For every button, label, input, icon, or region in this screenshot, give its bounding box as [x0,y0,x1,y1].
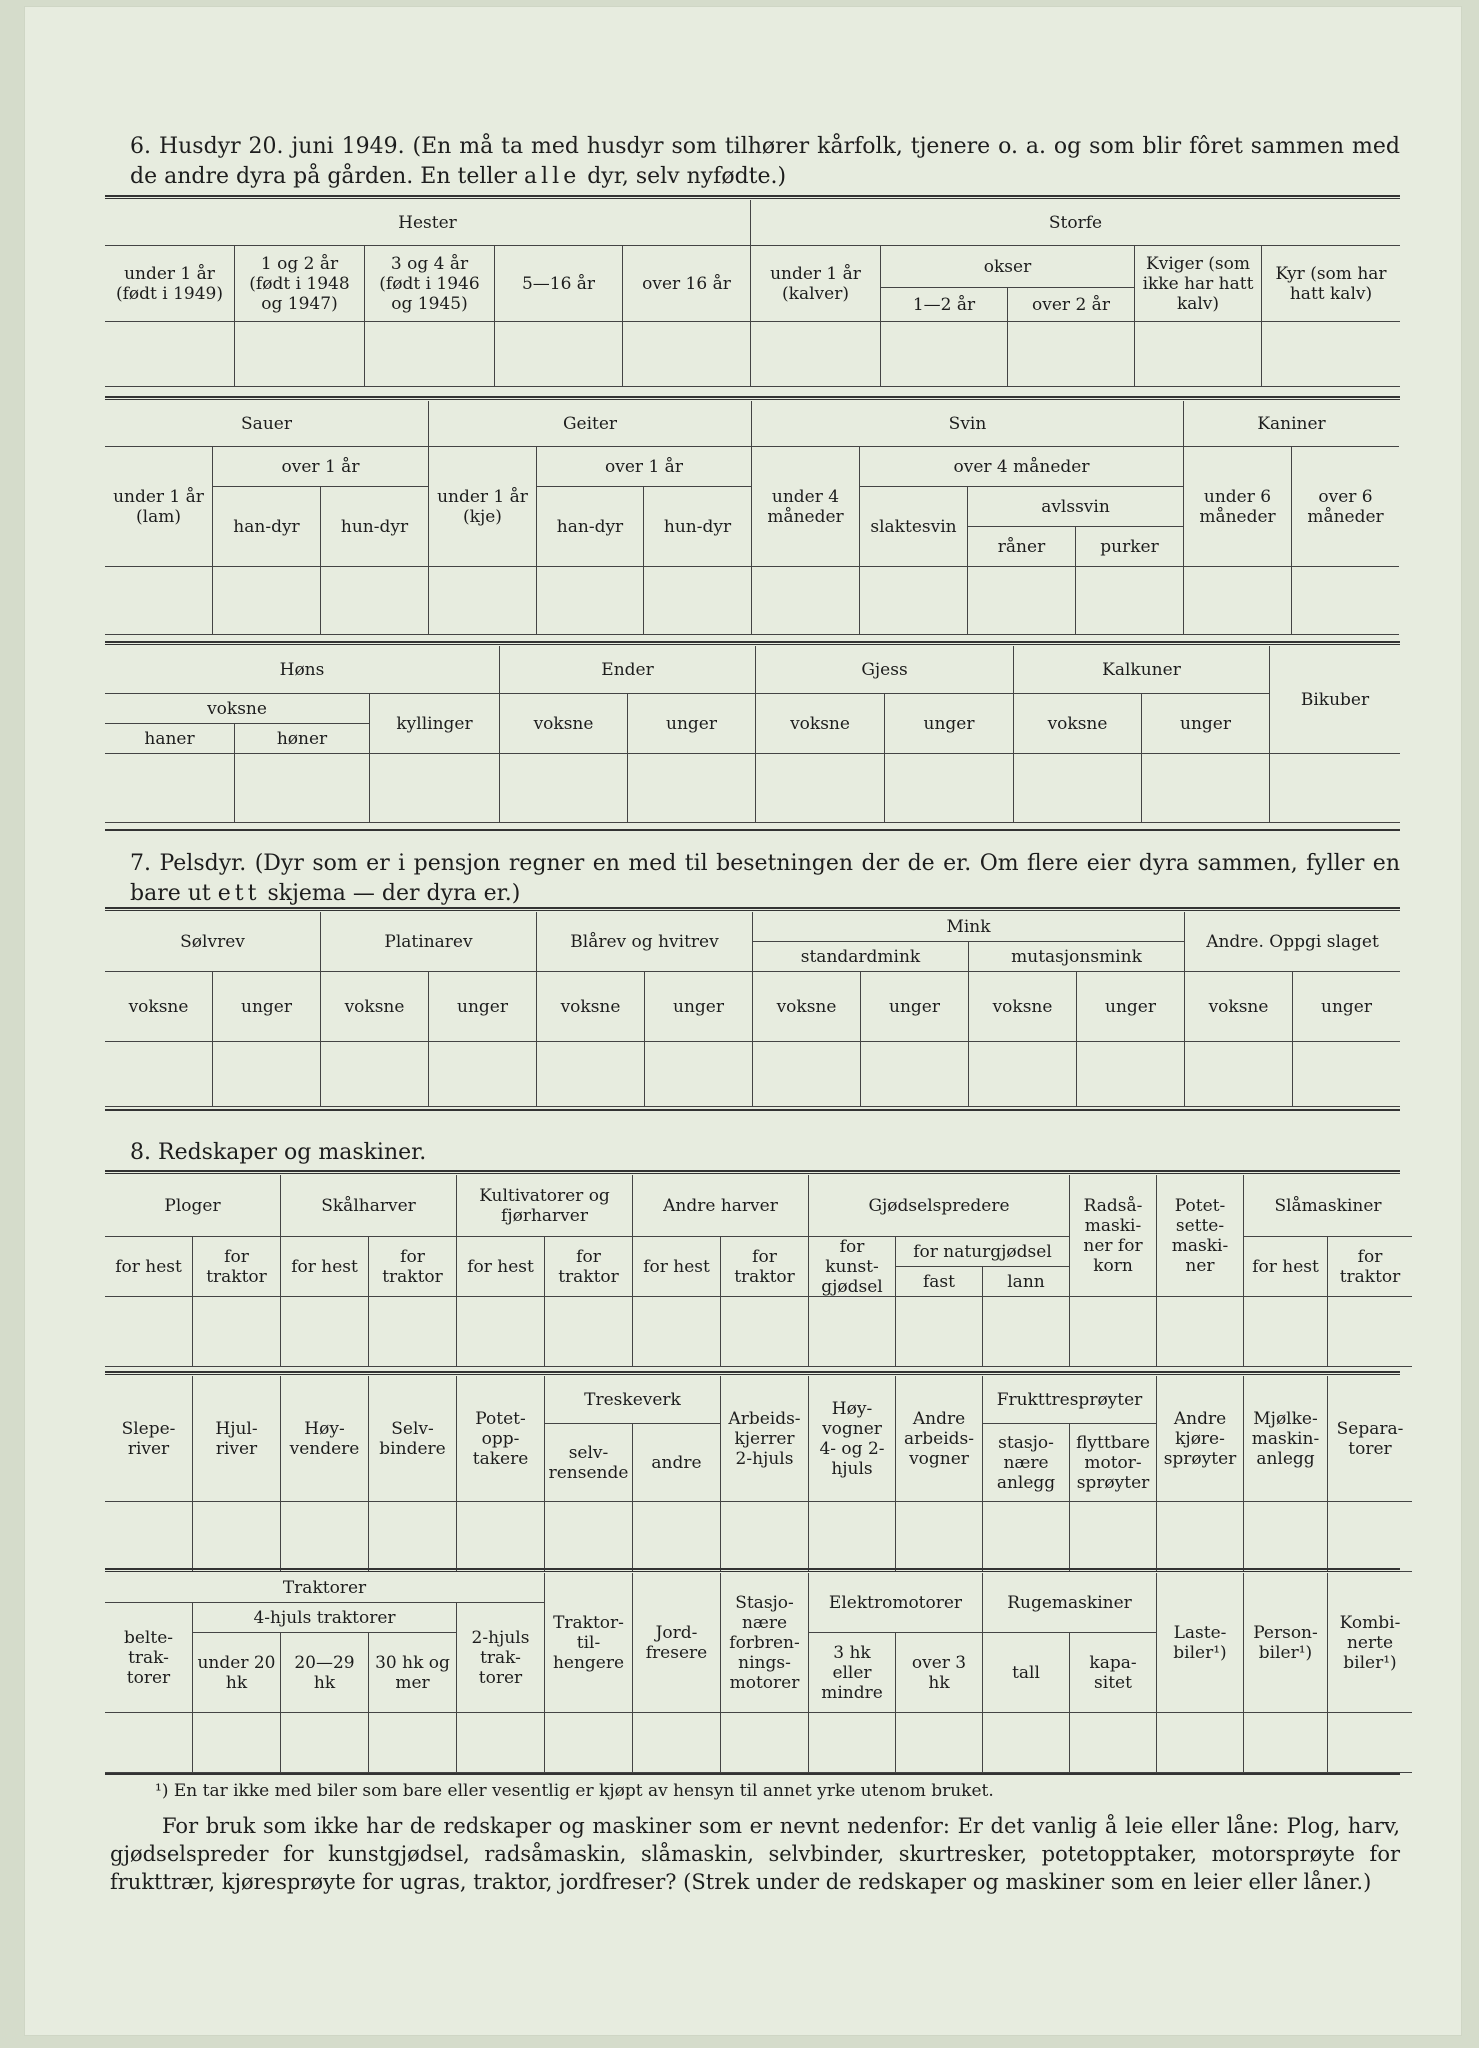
col-geit-over1: over 1 år [537,447,752,487]
col-tall: tall [983,1633,1070,1713]
entry-cell[interactable] [321,1042,429,1107]
col-kalkun-voksne: voksne [1014,694,1142,754]
entry-cell[interactable] [457,1502,545,1572]
col-2-hjuls: 2-hjuls trak-torer [457,1603,545,1713]
col-beltetraktorer: belte-trak-torer [105,1603,193,1713]
entry-cell[interactable] [751,322,881,387]
rule [105,195,1400,199]
entry-cell[interactable] [235,754,370,823]
col-andre-kjoresproyter: Andre kjøre-sprøyter [1157,1376,1244,1502]
col-kapasitet: kapa-sitet [1070,1633,1157,1713]
col-andre-arbeidsvogner: Andre arbeids-vogner [896,1376,983,1502]
rule [105,1371,1400,1375]
rule [105,1568,1400,1572]
rule [105,1170,1400,1174]
entry-cell[interactable] [983,1297,1070,1367]
header-kalkuner: Kalkuner [1014,646,1270,694]
entry-cell[interactable] [896,1502,983,1572]
fur-animals-table [105,912,1400,1107]
col-for-hest: for hest [633,1237,721,1297]
col-for-hest: for hest [281,1237,369,1297]
col-for-traktor: for traktor [721,1237,809,1297]
entry-cell[interactable] [105,1713,193,1773]
entry-cell[interactable] [537,567,644,635]
header-slamaskiner: Slåmaskiner [1244,1175,1412,1237]
header-storfe: Storfe [751,200,1400,246]
col-hjulriver: Hjul-river [193,1376,281,1502]
entry-cell[interactable] [644,567,752,635]
entry-cell[interactable] [193,1713,281,1773]
section-7-heading [130,849,1400,909]
poultry-table [105,646,1400,823]
col-unger: unger [645,972,753,1042]
col-okser: okser [881,246,1135,288]
header-solvrev: Sølvrev [105,912,321,972]
equipment-table-2 [105,1376,1404,1572]
header-treskeverk: Treskeverk [545,1376,721,1424]
entry-cell[interactable] [1076,567,1184,635]
entry-cell[interactable] [105,322,235,387]
col-hester-3-4: 3 og 4 år (født i 1946 og 1945) [365,246,495,322]
col-unger: unger [1293,972,1400,1042]
header-andre-harver: Andre harver [633,1175,809,1237]
col-geit-han: han-dyr [537,487,644,567]
col-honer: høner [235,724,370,754]
entry-cell[interactable] [1008,322,1135,387]
entry-cell[interactable] [983,1502,1070,1572]
entry-cell[interactable] [885,754,1014,823]
col-geit-hun: hun-dyr [644,487,752,567]
col-potetsettemaskiner: Potet-sette-maski-ner [1157,1175,1244,1297]
entry-cell[interactable] [969,1042,1077,1107]
header-gjodselspredere: Gjødselspredere [809,1175,1070,1237]
header-svin: Svin [752,401,1184,447]
col-for-traktor: for traktor [545,1237,633,1297]
col-for-naturgjodsel: for naturgjødsel [896,1237,1070,1267]
entry-cell[interactable] [1014,754,1142,823]
entry-cell[interactable] [1244,1713,1328,1773]
col-gjess-unger: unger [885,694,1014,754]
entry-cell[interactable] [860,567,968,635]
entry-cell[interactable] [1185,1042,1293,1107]
heading-text: Husdyr 20. juni 1949. (En må ta med husdyr som tilhører kårfolk, tjenere o. a. og som blir fôret sammen med de andre dyra på gården. En teller [130,134,1400,189]
col-hons-voksne: voksne [105,694,370,724]
entry-cell[interactable] [983,1713,1070,1773]
col-for-kunstgjodsel: for kunst-gjødsel [809,1237,896,1297]
entry-cell[interactable] [721,1297,809,1367]
col-hester-over16: over 16 år [623,246,751,322]
col-potetopptakere: Potet-opp-takere [457,1376,545,1502]
col-svin-under4: under 4 måneder [752,447,860,567]
entry-cell[interactable] [721,1713,809,1773]
rule [105,829,1400,831]
header-ender: Ender [500,646,756,694]
col-hoyvendere: Høy-vendere [281,1376,369,1502]
entry-cell[interactable] [545,1713,633,1773]
entry-cell[interactable] [105,754,235,823]
entry-cell[interactable] [495,322,623,387]
entry-cell[interactable] [1328,1502,1412,1572]
col-kombinerte-biler: Kombi-nerte biler¹) [1328,1573,1412,1713]
entry-cell[interactable] [537,1042,645,1107]
header-platinarev: Platinarev [321,912,537,972]
entry-cell[interactable] [809,1297,896,1367]
entry-cell[interactable] [429,567,537,635]
entry-cell[interactable] [1292,567,1399,635]
header-mutasjonsmink: mutasjonsmink [969,942,1185,972]
col-lastebiler: Laste-biler¹) [1157,1573,1244,1713]
entry-cell[interactable] [105,567,213,635]
entry-cell[interactable] [861,1042,969,1107]
entry-cell[interactable] [1077,1042,1185,1107]
heading-tail: dyr, selv nyfødte.) [587,164,787,189]
entry-cell[interactable] [1328,1713,1412,1773]
col-jordfresere: Jord-fresere [633,1573,721,1713]
equipment-table-3 [105,1573,1400,1773]
heading-text: Redskaper og maskiner. [158,1140,427,1165]
entry-cell[interactable] [1157,1713,1244,1773]
col-geit-kje: under 1 år (kje) [429,447,537,567]
entry-cell[interactable] [105,1042,213,1107]
col-over-3hk: over 3 hk [896,1633,983,1713]
col-hester-under1: under 1 år (født i 1949) [105,246,235,322]
col-selvrensende: selv-rensende [545,1424,633,1502]
col-ender-voksne: voksne [500,694,628,754]
entry-cell[interactable] [213,1042,321,1107]
col-for-hest: for hest [105,1237,193,1297]
col-forbrenningsmotorer: Stasjo-nære forbren-nings-motorer [721,1573,809,1713]
header-hester: Hester [105,200,751,246]
entry-cell[interactable] [756,754,885,823]
col-sau-lam: under 1 år (lam) [105,447,213,567]
entry-cell[interactable] [633,1502,721,1572]
col-flyttbare-motorsproyter: flyttbare motor-sprøyter [1070,1424,1157,1502]
section-6-heading [130,132,1400,192]
entry-cell[interactable] [1244,1297,1328,1367]
entry-cell[interactable] [623,322,751,387]
entry-cell[interactable] [1157,1502,1244,1572]
col-unger: unger [429,972,537,1042]
entry-cell[interactable] [193,1502,281,1572]
footnote: ¹) En tar ikke med biler som bare eller vesentlig er kjøpt av hensyn til annet yrke utenom bruket. [155,1781,994,1801]
entry-cell[interactable] [1270,754,1400,823]
col-kanin-under6: under 6 måneder [1184,447,1292,567]
col-slaktesvin: slaktesvin [860,487,968,567]
col-voksne: voksne [537,972,645,1042]
livestock-table-sheep-pigs [105,401,1400,635]
section-number: 6. [130,134,151,159]
entry-cell[interactable] [369,1502,457,1572]
col-voksne: voksne [105,972,213,1042]
col-3hk-eller-mindre: 3 hk eller mindre [809,1633,896,1713]
col-unger: unger [861,972,969,1042]
section-number: 7. [130,851,151,876]
col-fast: fast [896,1267,983,1297]
col-sau-over1: over 1 år [213,447,429,487]
entry-cell[interactable] [1262,322,1400,387]
header-traktorer: Traktorer [105,1573,545,1603]
entry-cell[interactable] [1070,1297,1157,1367]
entry-cell[interactable] [369,1297,457,1367]
col-okser-over2: over 2 år [1008,288,1135,322]
entry-cell[interactable] [105,1502,193,1572]
entry-cell[interactable] [1142,754,1270,823]
entry-cell[interactable] [968,567,1076,635]
header-geiter: Geiter [429,401,752,447]
col-okser-1-2: 1—2 år [881,288,1008,322]
header-mink: Mink [753,912,1185,942]
entry-cell[interactable] [1293,1042,1400,1107]
col-haner: haner [105,724,235,754]
col-for-hest: for hest [457,1237,545,1297]
col-gjess-voksne: voksne [756,694,885,754]
entry-cell[interactable] [881,322,1008,387]
col-for-traktor: for traktor [369,1237,457,1297]
entry-cell[interactable] [429,1042,537,1107]
header-rugemaskiner: Rugemaskiner [983,1573,1157,1633]
entry-cell[interactable] [545,1297,633,1367]
col-lann: lann [983,1267,1070,1297]
col-radsamaskiner: Radså-maski-ner for korn [1070,1175,1157,1297]
entry-cell[interactable] [281,1297,369,1367]
entry-cell[interactable] [1328,1297,1412,1367]
entry-cell[interactable] [235,322,365,387]
rule [105,1109,1400,1111]
col-stasjonaere-anlegg: stasjo-nære anlegg [983,1424,1070,1502]
header-frukttresproyter: Frukttresprøyter [983,1376,1157,1424]
col-kyllinger: kyllinger [370,694,500,754]
livestock-table-horses-cattle [105,200,1400,387]
col-for-traktor: for traktor [193,1237,281,1297]
heading-spaced: alle [524,164,581,189]
entry-cell[interactable] [1135,322,1262,387]
col-purker: purker [1076,527,1184,567]
col-selvbindere: Selv-bindere [369,1376,457,1502]
heading-spaced: ett [217,881,261,906]
col-hoyvogner: Høy-vogner 4- og 2-hjuls [809,1376,896,1502]
header-kaniner: Kaniner [1184,401,1399,447]
entry-cell[interactable] [365,322,495,387]
col-for-hest: for hest [1244,1237,1328,1297]
header-sauer: Sauer [105,401,429,447]
col-avlssvin: avlssvin [968,487,1184,527]
col-raner: råner [968,527,1076,567]
equipment-table-1 [105,1175,1400,1367]
entry-cell[interactable] [281,1713,369,1773]
entry-cell[interactable] [1157,1297,1244,1367]
col-hester-5-16: 5—16 år [495,246,623,322]
col-kviger: Kviger (som ikke har hatt kalv) [1135,246,1262,322]
col-andre: andre [633,1424,721,1502]
entry-cell[interactable] [896,1297,983,1367]
rule [105,396,1400,400]
section-8-heading [130,1138,1400,1168]
col-sleperiver: Slepe-river [105,1376,193,1502]
entry-cell[interactable] [1070,1713,1157,1773]
entry-cell[interactable] [545,1502,633,1572]
header-andre: Andre. Oppgi slaget [1185,912,1400,972]
col-bikuber: Bikuber [1270,646,1400,754]
col-ender-unger: unger [628,694,756,754]
rule [105,907,1400,911]
entry-cell[interactable] [1244,1502,1328,1572]
header-ploger: Ploger [105,1175,281,1237]
col-30hk-og-mer: 30 hk og mer [369,1633,457,1713]
col-unger: unger [213,972,321,1042]
col-kanin-over6: over 6 måneder [1292,447,1399,567]
col-personbiler: Person-biler¹) [1244,1573,1328,1713]
instruction-paragraph [110,1812,1400,1896]
section-number: 8. [130,1140,151,1165]
col-storfe-kalver: under 1 år (kalver) [751,246,881,322]
entry-cell[interactable] [721,1502,809,1572]
col-sau-han: han-dyr [213,487,321,567]
col-kyr: Kyr (som har hatt kalv) [1262,246,1400,322]
heading-text: Pelsdyr. (Dyr som er i pensjon regner en med til besetningen der de er. Om flere eier dyra sammen, fyller en bare ut [130,851,1400,906]
col-traktortilhengere: Traktor-til-hengere [545,1573,633,1713]
entry-cell[interactable] [321,567,429,635]
entry-cell[interactable] [645,1042,753,1107]
header-kultivatorer: Kultivatorer og fjørharver [457,1175,633,1237]
entry-cell[interactable] [809,1713,896,1773]
entry-cell[interactable] [281,1502,369,1572]
entry-cell[interactable] [370,754,500,823]
header-standardmink: standardmink [753,942,969,972]
entry-cell[interactable] [633,1297,721,1367]
col-mjolkemaskinanlegg: Mjølke-maskin-anlegg [1244,1376,1328,1502]
header-blarev: Blårev og hvitrev [537,912,753,972]
instruction-text: For bruk som ikke har de redskaper og maskiner som er nevnt nedenfor: Er det vanlig å leie eller låne: Plog, harv, gjødselspreder for kunstgjødsel, radsåmaskin, slåmaskin, selvbinder, skurtresker, potetopptaker, motorsprøyte for frukttrær, kjøresprøyte for ugras, traktor, jordfreser? (Strek under de redskaper og maskiner som en leier eller låner.) [110,1814,1400,1894]
heading-tail: skjema — der dyra er.) [267,881,521,906]
col-sau-hun: hun-dyr [321,487,429,567]
entry-cell[interactable] [457,1713,545,1773]
col-arbeidskjerrer: Arbeids-kjerrer 2-hjuls [721,1376,809,1502]
entry-cell[interactable] [457,1297,545,1367]
col-voksne: voksne [753,972,861,1042]
header-hons: Høns [105,646,500,694]
col-voksne: voksne [969,972,1077,1042]
col-kalkun-unger: unger [1142,694,1270,754]
header-skalharver: Skålharver [281,1175,457,1237]
col-voksne: voksne [1185,972,1293,1042]
rule [105,641,1400,645]
col-unger: unger [1077,972,1185,1042]
entry-cell[interactable] [896,1713,983,1773]
entry-cell[interactable] [213,567,321,635]
col-voksne: voksne [321,972,429,1042]
entry-cell[interactable] [369,1713,457,1773]
entry-cell[interactable] [1184,567,1292,635]
header-gjess: Gjess [756,646,1014,694]
col-separatorer: Separa-torer [1328,1376,1412,1502]
col-svin-over4: over 4 måneder [860,447,1184,487]
entry-cell[interactable] [105,1297,193,1367]
entry-cell[interactable] [752,567,860,635]
col-for-traktor: for traktor [1328,1237,1412,1297]
entry-cell[interactable] [1070,1502,1157,1572]
entry-cell[interactable] [628,754,756,823]
entry-cell[interactable] [753,1042,861,1107]
entry-cell[interactable] [633,1713,721,1773]
col-under-20hk: under 20 hk [193,1633,281,1713]
header-4-hjuls: 4-hjuls traktorer [193,1603,457,1633]
col-hester-1-2: 1 og 2 år (født i 1948 og 1947) [235,246,365,322]
col-20-29hk: 20—29 hk [281,1633,369,1713]
entry-cell[interactable] [193,1297,281,1367]
rule [105,1773,1400,1775]
entry-cell[interactable] [809,1502,896,1572]
header-elektromotorer: Elektromotorer [809,1573,983,1633]
entry-cell[interactable] [500,754,628,823]
